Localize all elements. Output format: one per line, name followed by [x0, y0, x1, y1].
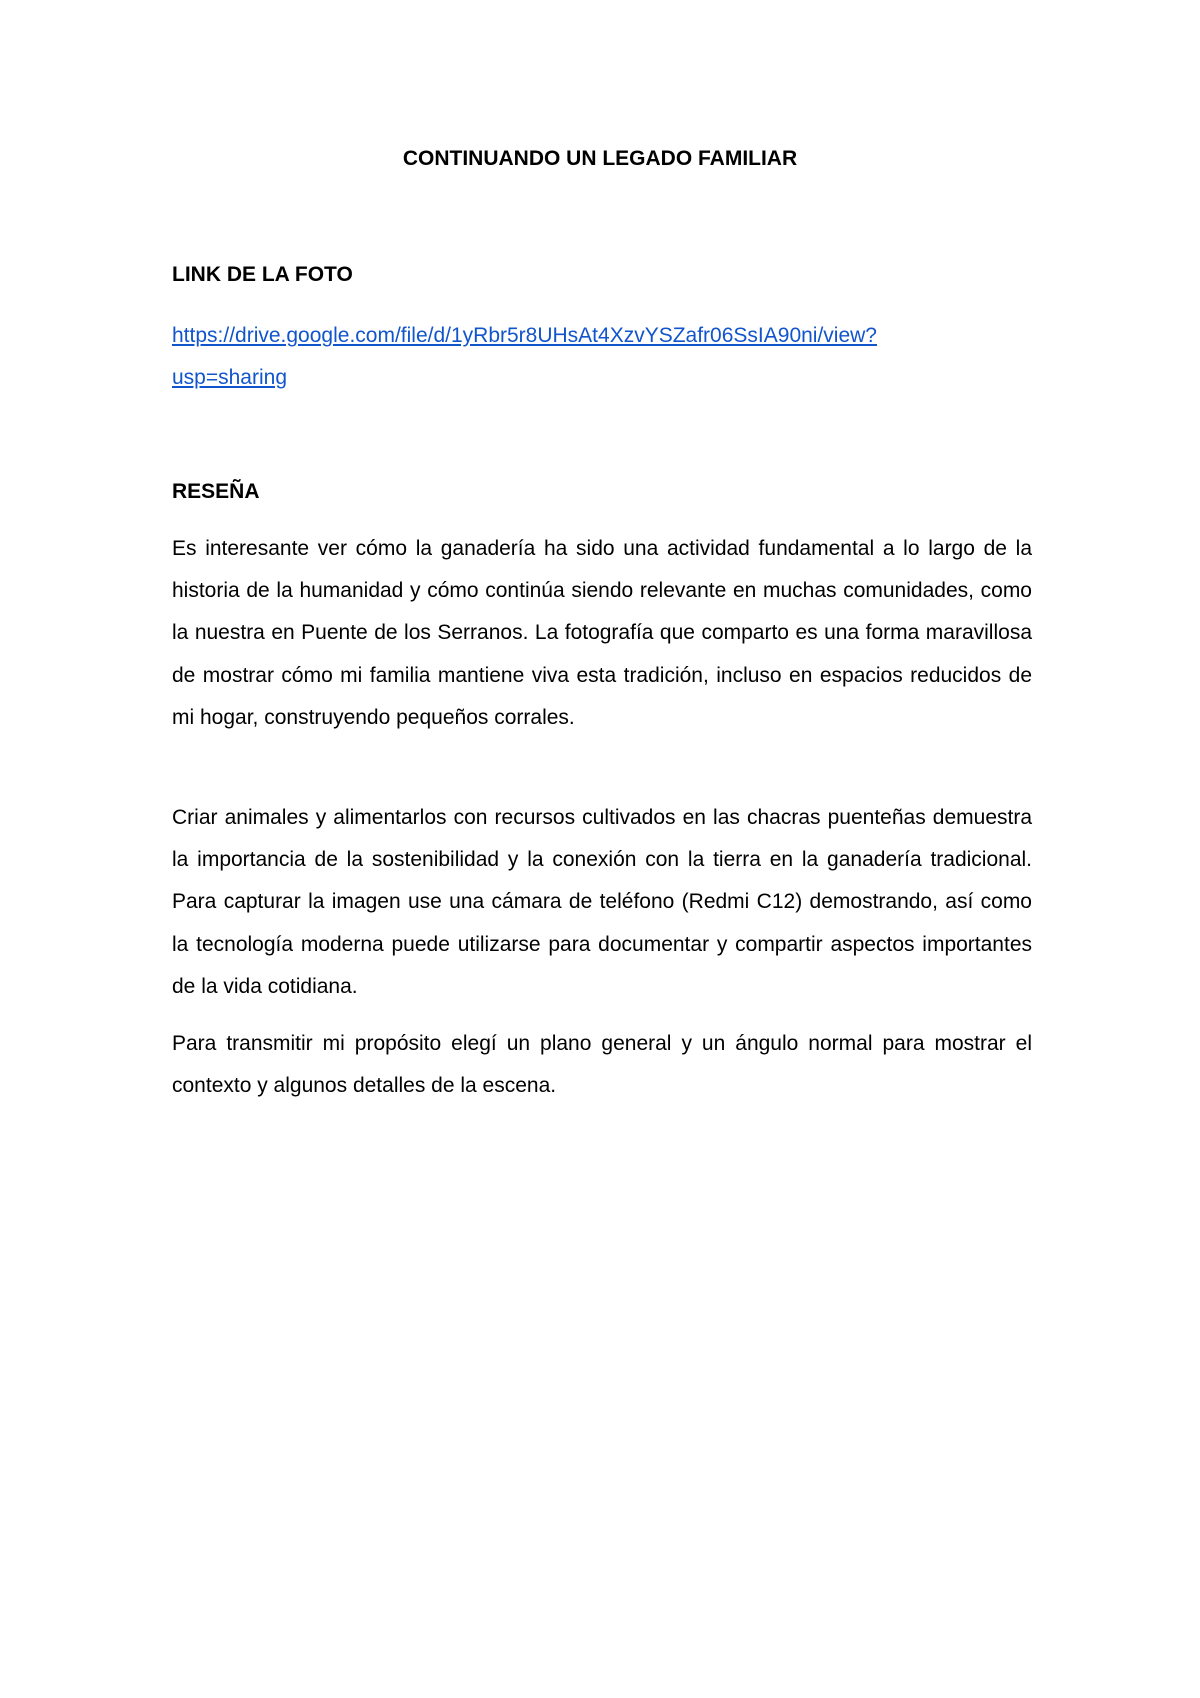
document-title: CONTINUANDO UN LEGADO FAMILIAR: [402, 147, 798, 170]
photo-link[interactable]: [172, 315, 1032, 399]
review-paragraph-3: Para transmitir mi propósito elegí un plano general y un ángulo normal para mostrar el contexto y algunos detalles de la escena.: [172, 1032, 1032, 1098]
photo-link-line2[interactable]: usp=sharing: [172, 366, 287, 389]
review-paragraph-2: Criar animales y alimentarlos con recursos cultivados en las chacras puenteñas demuestra la importancia de la sostenibilidad y la conexión con la tierra en la ganadería tradicional. Para capturar la imagen use una cámara de teléfono (Redmi C12) demostrando, así como la tecnología moderna puede utilizarse para documentar y compartir aspectos importantes de la vida cotidiana.: [172, 806, 1032, 998]
link-section-heading: LINK DE LA FOTO: [172, 263, 353, 286]
photo-link-line1[interactable]: https://drive.google.com/file/d/1yRbr5r8UHsAt4XzvYSZafr06SsIA90ni/view?: [172, 324, 877, 347]
review-paragraph-1: Es interesante ver cómo la ganadería ha sido una actividad fundamental a lo largo de la historia de la humanidad y cómo continúa siendo relevante en muchas comunidades, como la nuestra en Puente de los Serranos. La fotografía que comparto es una forma maravillosa de mostrar cómo mi familia mantiene viva esta tradición, incluso en espacios reducidos de mi hogar, construyendo pequeños corrales.: [172, 537, 1032, 729]
review-section-heading: RESEÑA: [172, 480, 260, 503]
